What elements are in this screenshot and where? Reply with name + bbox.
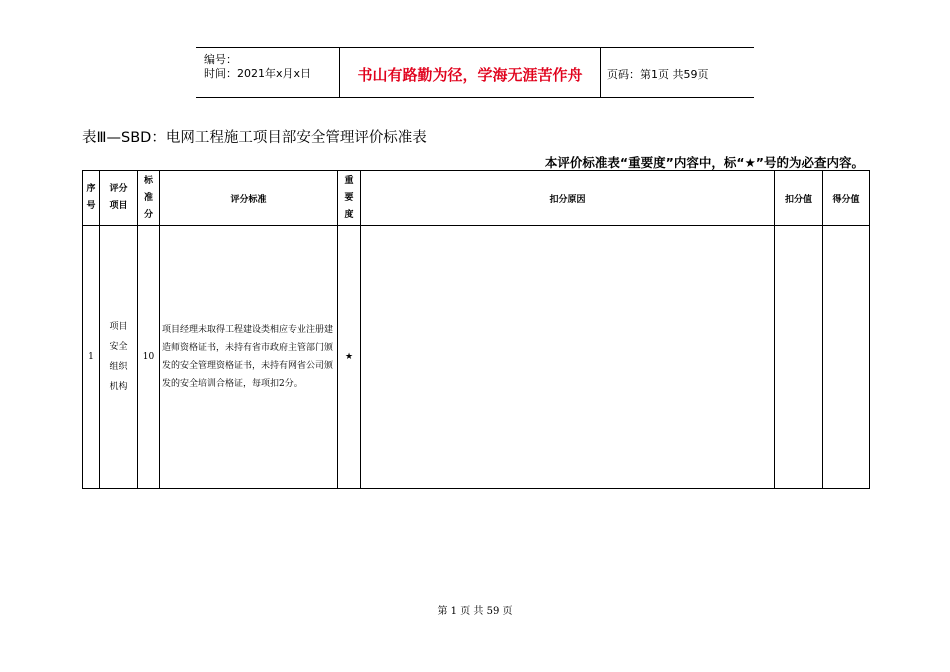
motto-text: 书山有路勤为径，学海无涯苦作舟 (357, 66, 583, 84)
cell-no: 1 (83, 226, 100, 489)
table-row (83, 226, 870, 489)
header-meta-cell (196, 48, 339, 97)
code-label: 编号： (204, 53, 237, 66)
header-motto-cell (339, 48, 601, 97)
cell-deduct[interactable] (775, 226, 823, 489)
header-reason: 扣分原因 (361, 171, 775, 226)
page-info: 页码：第1页 共59页 (607, 68, 709, 81)
cell-item: 项目 安全 组织 机构 (100, 226, 138, 489)
cell-standard: 项目经理未取得工程建设类相应专业注册建造师资格证书，未持有省市政府主管部门颁发的安全管理资格证书，未持有网省公司颁发的安全培训合格证，每项扣2分。 (160, 226, 338, 489)
header-no: 序 号 (83, 171, 100, 226)
importance-note: 本评价标准表“重要度”内容中，标“★”号的为必查内容。 (544, 155, 864, 170)
header-item: 评分 项目 (100, 171, 138, 226)
cell-importance-star: ★ (338, 226, 361, 489)
cell-got[interactable] (823, 226, 870, 489)
header-standard: 评分标准 (160, 171, 338, 226)
header-page-cell (601, 48, 754, 97)
page-title: 表Ⅲ—SBD：电网工程施工项目部安全管理评价标准表 (82, 130, 427, 146)
document-header (196, 47, 754, 98)
header-importance: 重 要 度 (338, 171, 361, 226)
time-label: 时间：2021年x月x日 (204, 67, 312, 80)
cell-reason[interactable] (361, 226, 775, 489)
header-score: 标 准 分 (138, 171, 160, 226)
table-header-row (83, 171, 870, 226)
page-footer: 第 1 页 共 59 页 (437, 606, 513, 617)
header-got: 得分值 (823, 171, 870, 226)
cell-score: 10 (138, 226, 160, 489)
evaluation-table (82, 170, 870, 489)
header-deduct: 扣分值 (775, 171, 823, 226)
